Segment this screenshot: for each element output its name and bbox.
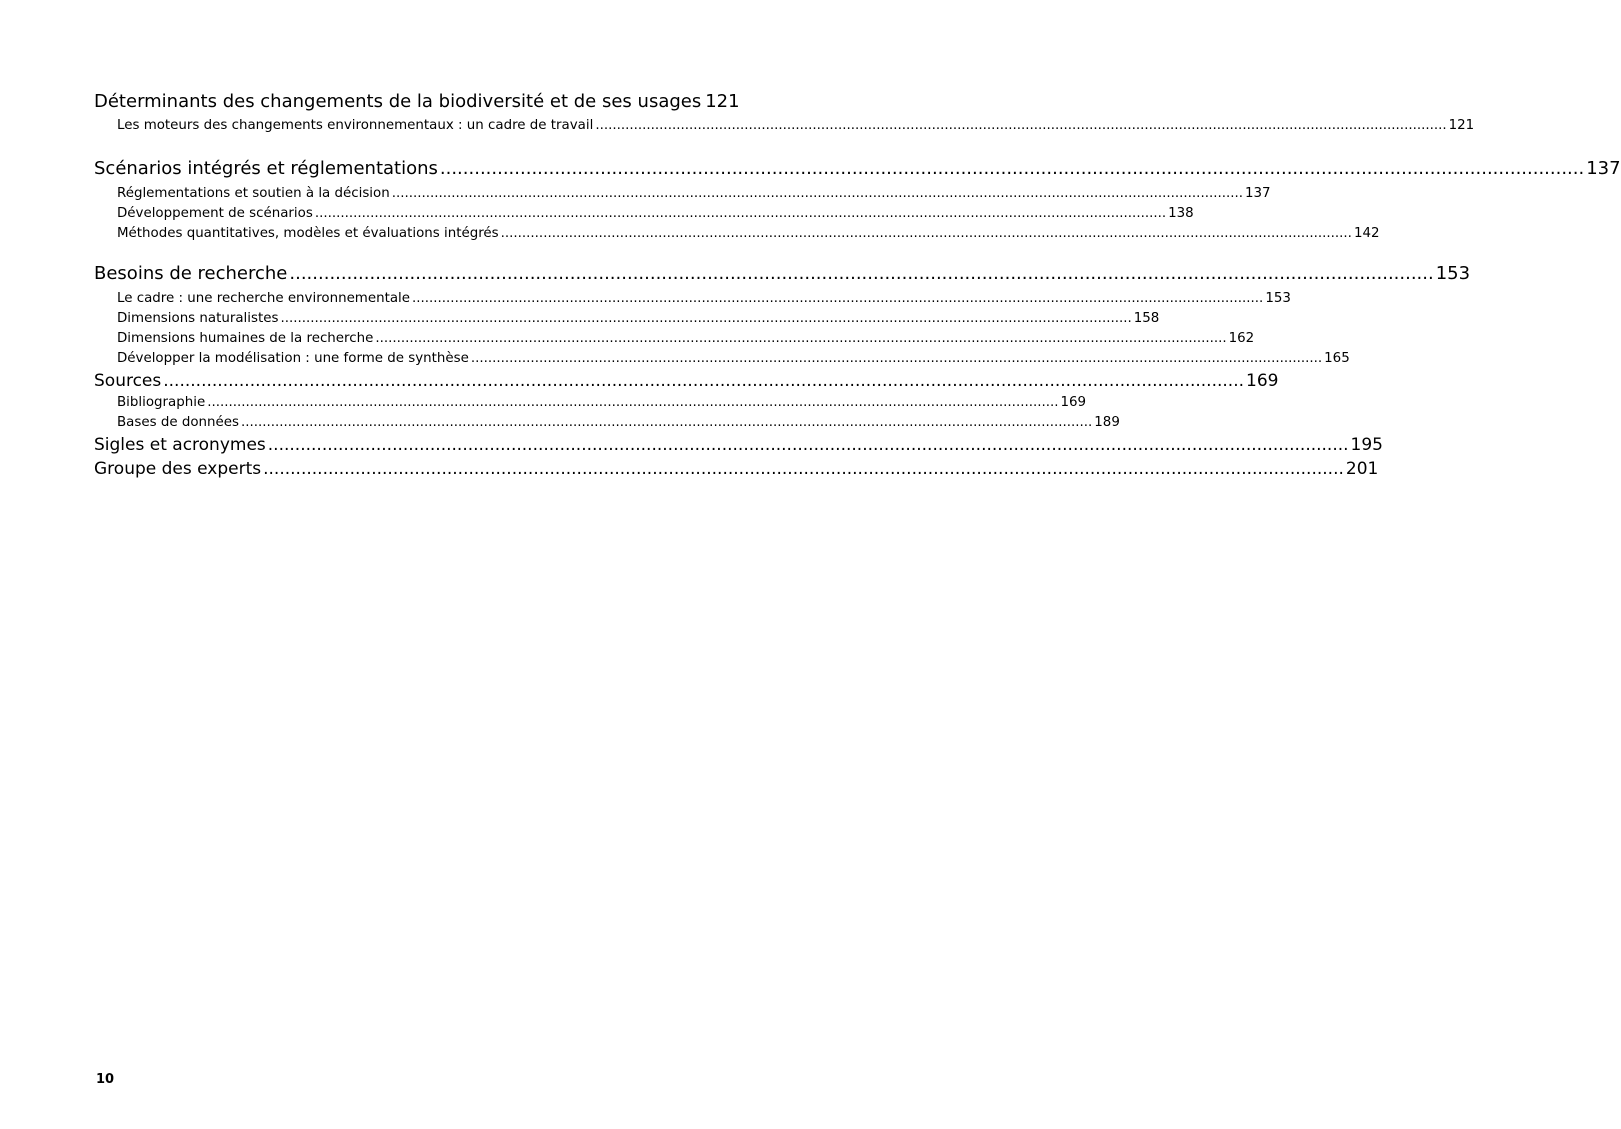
page-number: 10 — [96, 1072, 115, 1087]
toc-subentry-title: Méthodes quantitatives, modèles et évaluations intégrés — [117, 226, 499, 241]
toc-subentry-title: Développer la modélisation : une forme de synthèse — [117, 351, 469, 366]
dot-leader: ........................................................................................................................................................................................................ — [207, 395, 1059, 410]
toc-entry-title: Sources — [94, 371, 162, 391]
toc-entry-title: Scénarios intégrés et réglementations — [94, 158, 438, 179]
dot-leader: ........................................................................................................................................................................................................ — [412, 291, 1264, 306]
toc-subentry[interactable] — [94, 413, 1120, 433]
toc-subentry[interactable] — [94, 224, 1380, 244]
dot-leader: ........................................................................................................................................................................................................ — [314, 206, 1167, 221]
toc-subentry[interactable] — [94, 349, 1350, 369]
toc-entry-page: 201 — [1345, 459, 1379, 479]
toc-subentry[interactable] — [94, 289, 1291, 309]
toc-subentry-title: Les moteurs des changements environnementaux : un cadre de travail — [117, 118, 594, 133]
toc-subentry-page: 153 — [1265, 291, 1291, 306]
toc-entry-title: Groupe des experts — [94, 459, 262, 479]
toc-entry-page: 121 — [705, 91, 740, 112]
toc-subentry[interactable] — [94, 309, 1160, 329]
toc-subentry-page: 121 — [1448, 118, 1475, 133]
toc-entry-page: 169 — [1246, 371, 1279, 391]
toc-entry[interactable] — [94, 369, 1279, 393]
toc-subentry[interactable] — [94, 204, 1194, 224]
toc-entry-title: Déterminants des changements de la biodiversité et de ses usages — [94, 91, 702, 112]
dot-leader: ........................................................................................................................................................................................................ — [240, 415, 1093, 430]
table-of-contents — [94, 88, 1621, 481]
toc-subentry-title: Le cadre : une recherche environnementale — [117, 291, 410, 306]
toc-subentry-title: Dimensions humaines de la recherche — [117, 331, 374, 346]
dot-leader: ........................................................................................................................................................................................................ — [439, 158, 1585, 179]
dot-leader: ........................................................................................................................................................................................................ — [375, 331, 1227, 346]
toc-subentry-page: 189 — [1094, 415, 1120, 430]
toc-subentry-page: 158 — [1133, 311, 1160, 326]
toc-subentry-title: Bases de données — [117, 415, 239, 430]
toc-entry-page: 195 — [1350, 435, 1383, 455]
toc-entry[interactable] — [94, 457, 1379, 481]
toc-entry[interactable] — [94, 88, 740, 116]
toc-entry[interactable] — [94, 154, 1621, 184]
dot-leader: ........................................................................................................................................................................................................ — [289, 263, 1434, 284]
toc-subentry[interactable] — [94, 393, 1087, 413]
toc-subentry[interactable] — [94, 329, 1255, 349]
dot-leader: ........................................................................................................................................................................................................ — [280, 311, 1132, 326]
toc-subentry-title: Bibliographie — [117, 395, 206, 410]
toc-subentry-page: 138 — [1168, 206, 1194, 221]
toc-subentry-page: 165 — [1324, 351, 1350, 366]
toc-subentry-title: Dimensions naturalistes — [117, 311, 279, 326]
toc-entry-title: Sigles et acronymes — [94, 435, 266, 455]
toc-subentry-page: 142 — [1353, 226, 1380, 241]
toc-entry-page: 137 — [1586, 158, 1621, 179]
dot-leader: ........................................................................................................................................................................................................ — [163, 371, 1245, 391]
toc-subentry-page: 137 — [1245, 186, 1271, 201]
toc-subentry[interactable] — [94, 116, 1475, 136]
toc-entry-page: 153 — [1435, 263, 1471, 284]
toc-subentry-page: 162 — [1228, 331, 1255, 346]
toc-subentry[interactable] — [94, 184, 1271, 204]
dot-leader: ........................................................................................................................................................................................................ — [267, 435, 1349, 455]
dot-leader: ........................................................................................................................................................................................................ — [470, 351, 1323, 366]
dot-leader: ........................................................................................................................................................................................................ — [500, 226, 1352, 241]
toc-subentry-title: Développement de scénarios — [117, 206, 313, 221]
dot-leader: ........................................................................................................................................................................................................ — [595, 118, 1447, 133]
toc-entry[interactable] — [94, 433, 1383, 457]
toc-entry[interactable] — [94, 259, 1471, 289]
dot-leader: ........................................................................................................................................................................................................ — [263, 459, 1344, 479]
dot-leader: ........................................................................................................................................................................................................ — [391, 186, 1244, 201]
toc-subentry-title: Réglementations et soutien à la décision — [117, 186, 390, 201]
toc-entry-title: Besoins de recherche — [94, 263, 288, 284]
toc-subentry-page: 169 — [1060, 395, 1087, 410]
